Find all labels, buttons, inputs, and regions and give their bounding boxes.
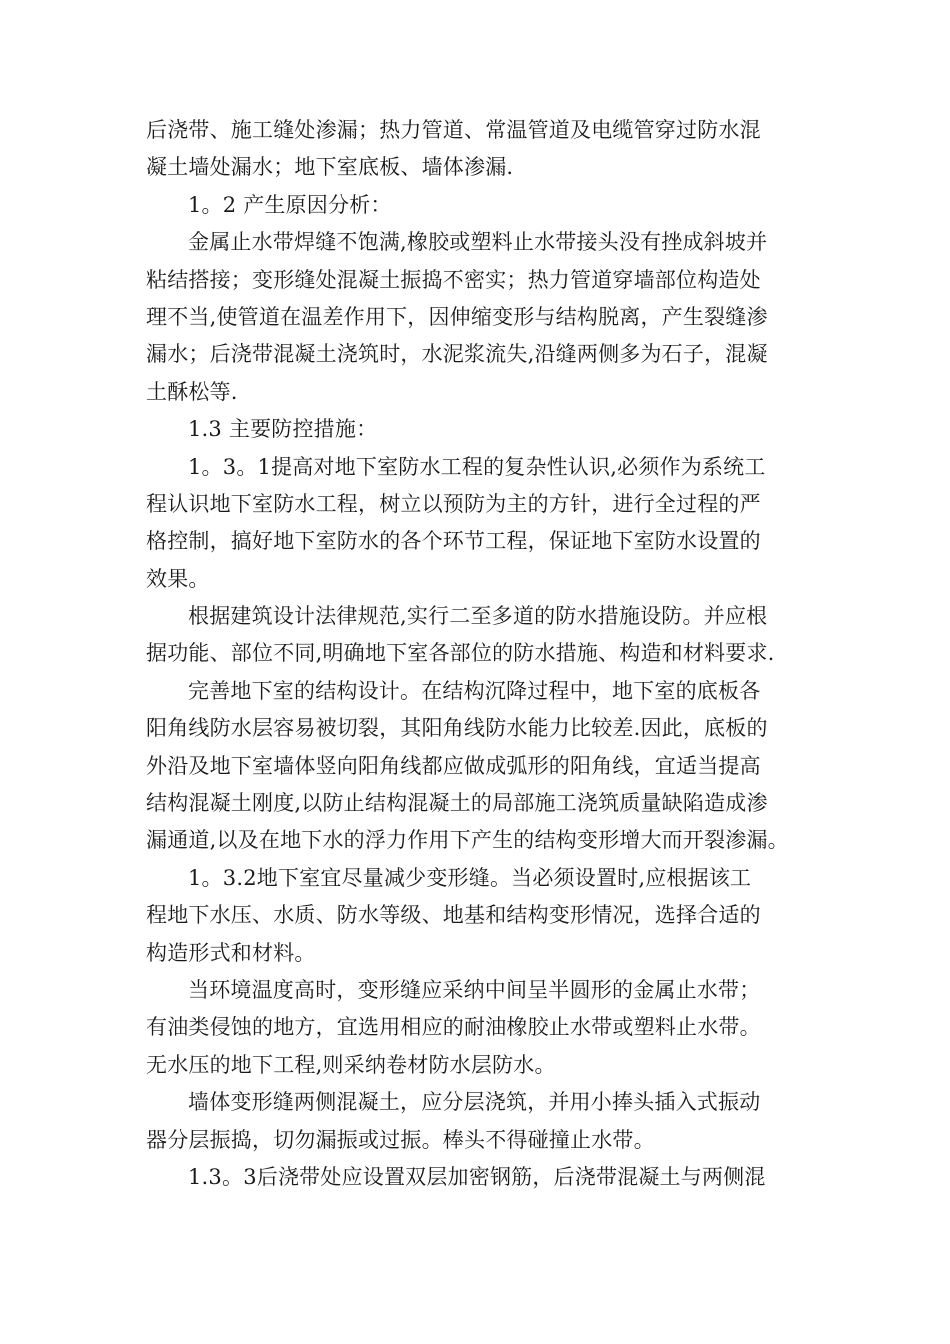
text-line: 效果。	[146, 566, 210, 591]
paragraph	[146, 598, 811, 673]
paragraph	[146, 972, 811, 1084]
text-line: 漏水；后浇带混凝土浇筑时，水泥浆流失,沿缝两侧多为石子，混凝	[146, 342, 768, 367]
text-line: 1。3.2地下室宜尽量减少变形缝。当必须设置时,应根据该工	[188, 865, 752, 890]
text-line: 凝土墙处漏水；地下室底板、墙体渗漏.	[146, 155, 514, 180]
section-heading	[146, 411, 811, 448]
text-line: 构造形式和材料。	[146, 940, 316, 965]
text-line: 金属止水带焊缝不饱满,橡胶或塑料止水带接头没有挫成斜坡并	[188, 230, 768, 255]
text-line: 根据建筑设计法律规范,实行二至多道的防水措施设防。并应根	[188, 604, 768, 629]
text-line: 外沿及地下室墙体竖向阳角线都应做成弧形的阳角线，宜适当提高	[146, 753, 761, 778]
text-line: 粘结搭接；变形缝处混凝土振捣不密实；热力管道穿墙部位构造处	[146, 267, 761, 292]
paragraph	[146, 673, 811, 860]
text-line: 土酥松等.	[146, 379, 238, 404]
text-line: 据功能、部位不同,明确地下室各部位的防水措施、构造和材料要求.	[146, 641, 775, 666]
text-line: 结构混凝土刚度,以防止结构混凝土的局部施工浇筑质量缺陷造成渗	[146, 791, 768, 816]
section-heading	[146, 187, 811, 224]
document-body	[146, 112, 811, 1196]
text-line: 阳角线防水层容易被切裂，其阳角线防水能力比较差.因此，底板的	[146, 716, 768, 741]
paragraph	[146, 1159, 811, 1196]
text-line: 1。2 产生原因分析：	[188, 192, 392, 217]
text-line: 格控制，搞好地下室防水的各个环节工程，保证地下室防水设置的	[146, 529, 761, 554]
text-line: 漏通道,以及在地下水的浮力作用下产生的结构变形增大而开裂渗漏。	[146, 828, 789, 853]
text-line: 1。3。1提高对地下室防水工程的复杂性认识,必须作为系统工	[188, 454, 766, 479]
paragraph	[146, 112, 811, 187]
text-line: 程地下水压、水质、防水等级、地基和结构变形情况，选择合适的	[146, 903, 761, 928]
text-line: 理不当,使管道在温差作用下，因伸缩变形与结构脱离，产生裂缝渗	[146, 304, 768, 329]
text-line: 墙体变形缝两侧混凝土，应分层浇筑，并用小捧头插入式振动	[188, 1090, 761, 1115]
text-line: 程认识地下室防水工程，树立以预防为主的方针，进行全过程的严	[146, 491, 761, 516]
text-line: 器分层振捣，切勿漏振或过振。棒头不得碰撞止水带。	[146, 1127, 655, 1152]
text-line: 1.3 主要防控措施：	[188, 417, 378, 442]
paragraph	[146, 1084, 811, 1159]
text-line: 完善地下室的结构设计。在结构沉降过程中，地下室的底板各	[188, 678, 761, 703]
text-line: 1.3。3后浇带处应设置双层加密钢筋，后浇带混凝土与两侧混	[188, 1164, 766, 1189]
paragraph	[146, 449, 811, 599]
text-line: 当环境温度高时，变形缝应采纳中间呈半圆形的金属止水带；	[188, 977, 761, 1002]
text-line: 有油类侵蚀的地方，宜选用相应的耐油橡胶止水带或塑料止水带。	[146, 1015, 761, 1040]
paragraph	[146, 224, 811, 411]
paragraph	[146, 860, 811, 972]
text-line: 无水压的地下工程,则采纳卷材防水层防水。	[146, 1052, 556, 1077]
text-line: 后浇带、施工缝处渗漏；热力管道、常温管道及电缆管穿过防水混	[146, 118, 761, 142]
